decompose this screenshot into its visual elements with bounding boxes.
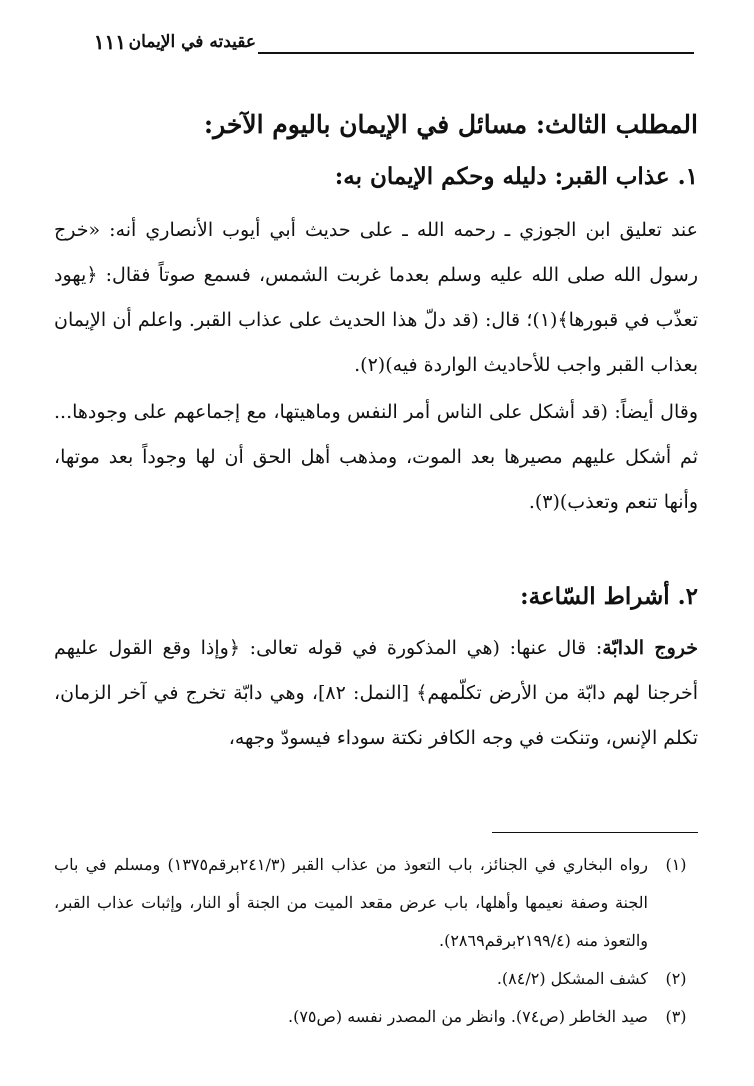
footnote-separator <box>492 832 698 833</box>
footnote <box>54 960 698 998</box>
paragraph <box>54 626 698 761</box>
footnote <box>54 998 698 1036</box>
footnotes <box>54 846 698 1036</box>
section-heading: المطلب الثالث: مسائل في الإيمان باليوم الآخر: <box>203 110 698 139</box>
paragraph: عند تعليق ابن الجوزي ـ رحمه الله ـ على حديث أبي أيوب الأنصاري أنه: «خرج رسول الله صلى الله عليه وسلم بعدما غربت الشمس، فسمع صوتاً فقال: ﴿يهود تعذّب في قبورها﴾(١)؛ قال: (قد دلّ هذا الحديث على عذاب القبر. واعلم أن الإيمان بعذاب القبر واجب للأحاديث الواردة فيه)(٢). <box>54 219 698 376</box>
footnote-text: كشف المشكل (٨٤/٢). <box>496 969 648 988</box>
paragraph: وقال أيضاً: (قد أشكل على الناس أمر النفس وماهيتها، مع إجماعهم على وجودها... ثم أشكل عليهم مصيرها بعد الموت، ومذهب أهل الحق أن لها وجوداً بعد موتها، وأنها تنعم وتعذب)(٣). <box>54 401 698 513</box>
footnote-number: (١) <box>665 855 687 874</box>
header-rule <box>258 52 694 54</box>
header-title: عقيدته في الإيمان <box>128 32 256 52</box>
footnote-number: (٢) <box>665 969 687 988</box>
page-number: ١١١ <box>93 30 126 54</box>
lead-term: خروج الدابّة <box>602 637 699 659</box>
footnote-text: رواه البخاري في الجنائز، باب التعوذ من عذاب القبر (٢٤١/٣برقم١٣٧٥) ومسلم في باب الجنة وصفة نعيمها وأهلها، باب عرض مقعد الميت من الجنة أو النار، وإثبات عذاب القبر، والتعوذ منه (٢١٩٩/٤برقم٢٨٦٩). <box>54 855 648 950</box>
footnote-text: صيد الخاطر (ص٧٤). وانظر من المصدر نفسه (ص٧٥). <box>288 1007 648 1026</box>
footnote-number: (٣) <box>665 1007 687 1026</box>
footnote <box>54 846 698 960</box>
running-header <box>0 22 754 62</box>
subsection-heading-signs-of-hour: ٢. أشراط السّاعة: <box>520 583 698 610</box>
subsection-heading-grave-punishment: ١. عذاب القبر: دليله وحكم الإيمان به: <box>334 163 698 190</box>
paragraph-text: : قال عنها: (هي المذكورة في قوله تعالى: ﴿وإذا وقع القول عليهم أخرجنا لهم دابّة من الأرض تكلّمهم﴾ [النمل: ٨٢]، وهي دابّة تخرج في آخر الزمان، تكلم الإنس، وتنكت في وجه الكافر نكتة سوداء فيسودّ وجهه، <box>54 637 698 749</box>
